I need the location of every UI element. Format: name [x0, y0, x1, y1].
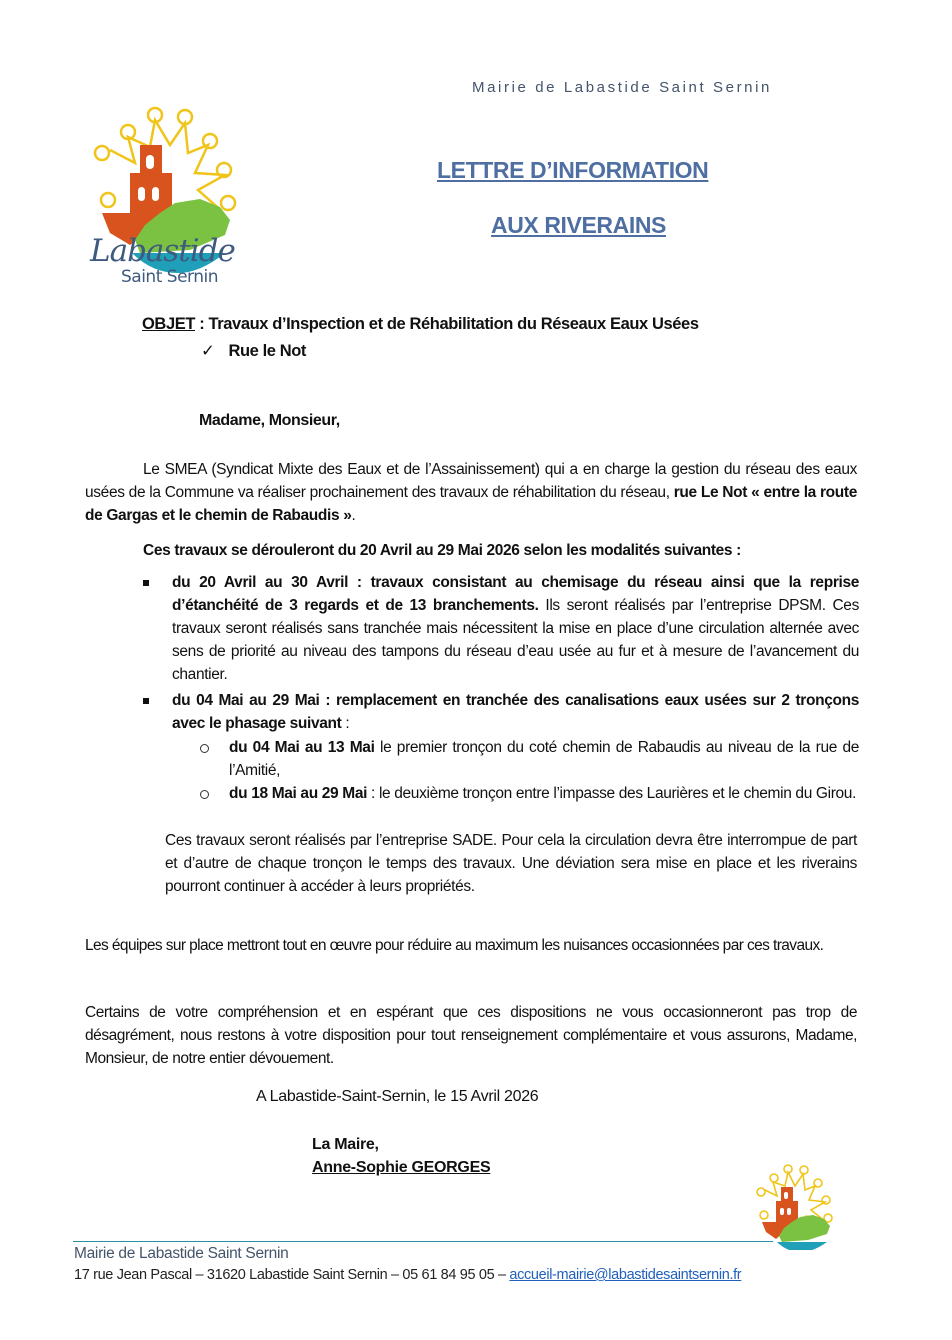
footer-logo-emblem-icon — [755, 1160, 835, 1250]
intro-location: rue Le Not « entre la route de Gargas et le chemin de Rabaudis » — [85, 484, 857, 524]
phase-2-dates: du 18 Mai au 29 Mai — [229, 785, 368, 802]
item-1-details: Ils seront réalisés par l’entreprise DPSM. Ces travaux seront réalisés sans tranchée mais nécessitent la mise en place d’une circulation alternée avec sens de priorité au niveau des tampons du réseau d’eau usée au fur et à mesure de l’avancement du chantier. — [172, 597, 859, 683]
item-1-dates: du 20 Avril au 30 Avril : travaux consistant au chemisage du réseau ainsi que la reprise d’étanchéité de 3 regards et de 13 branchements. — [172, 574, 859, 614]
circle-bullet-icon — [200, 744, 209, 753]
subject-label: OBJET — [142, 315, 196, 333]
closing-paragraph-2: Certains de votre compréhension et en espérant que ces dispositions ne vous occasionneront pas trop de désagrément, nous restons à votre disposition pour tout renseignement complémentaire et vous assurons, Madame, Monsieur, de notre entier dévouement. — [85, 1004, 857, 1067]
municipality-logo — [90, 95, 240, 295]
subject-text: : Travaux d’Inspection et de Réhabilitation du Réseaux Eaux Usées — [195, 315, 699, 333]
footer-logo — [755, 1160, 835, 1250]
phase-2-details: : le deuxième tronçon entre l’impasse des Laurières et le chemin du Girou. — [367, 785, 857, 802]
intro-end: . — [351, 507, 356, 524]
footer-organization: Mairie de Labastide Saint Sernin — [74, 1245, 289, 1262]
subject-street — [201, 341, 306, 361]
footer-email-link[interactable]: accueil-mairie@labastidesaintsernin.fr — [509, 1267, 742, 1283]
header-organization: Mairie de Labastide Saint Sernin — [472, 79, 772, 96]
schedule-item-1 — [143, 571, 859, 686]
intro-paragraph — [85, 458, 857, 527]
schedule-item-2 — [143, 689, 859, 735]
place-and-date: A Labastide-Saint-Sernin, le 15 Avril 2026 — [256, 1088, 539, 1105]
checkmark-icon: ✓ — [201, 342, 215, 360]
footer-contact — [74, 1267, 741, 1283]
phase-item-2 — [200, 782, 859, 805]
square-bullet-icon — [143, 698, 149, 704]
item-2-colon: : — [341, 715, 350, 732]
logo-text-labastide: Labastide — [90, 233, 235, 269]
subject-line — [142, 315, 699, 334]
item-2-dates: du 04 Mai au 29 Mai : remplacement en tranchée des canalisations eaux usées sur 2 tronçons avec le phasage suivant — [172, 692, 859, 732]
schedule-intro: Ces travaux se dérouleront du 20 Avril au 29 Mai 2026 selon les modalités suivantes : — [143, 542, 741, 559]
street-name: Rue le Not — [228, 342, 307, 360]
letter-title-line1: LETTRE D’INFORMATION — [437, 157, 709, 183]
logo-text-saint-sernin: Saint Sernin — [121, 267, 218, 287]
phase-1-dates: du 04 Mai au 13 Mai — [229, 739, 375, 756]
intro-text: Le SMEA (Syndicat Mixte des Eaux et de l’Assainissement) qui a en charge la gestion du réseau des eaux usées de la Commune va réaliser prochainement des travaux de réhabilitation du réseau, — [85, 461, 857, 501]
phase-item-1 — [200, 736, 859, 782]
phase-1-details: le premier tronçon du coté chemin de Rabaudis au niveau de la rue de l’Amitié, — [229, 739, 859, 779]
salutation: Madame, Monsieur, — [199, 412, 340, 429]
signatory-title: La Maire, — [312, 1136, 379, 1153]
footer-divider — [73, 1241, 773, 1242]
signatory-name: Anne-Sophie GEORGES — [312, 1159, 491, 1176]
sade-paragraph: Ces travaux seront réalisés par l’entreprise SADE. Pour cela la circulation devra être interrompue de part et d’autre de chaque tronçon le temps des travaux. Une déviation sera mise en place et les riverains pourront continuer à accéder à leurs propriétés. — [165, 832, 857, 895]
circle-bullet-icon — [200, 790, 209, 799]
square-bullet-icon — [143, 580, 149, 586]
closing-paragraph-1: Les équipes sur place mettront tout en œuvre pour réduire au maximum les nuisances occasionnées par ces travaux. — [85, 937, 824, 954]
letter-title-line2: AUX RIVERAINS — [491, 212, 666, 238]
footer-address: 17 rue Jean Pascal – 31620 Labastide Saint Sernin – 05 61 84 95 05 – — [74, 1267, 510, 1283]
